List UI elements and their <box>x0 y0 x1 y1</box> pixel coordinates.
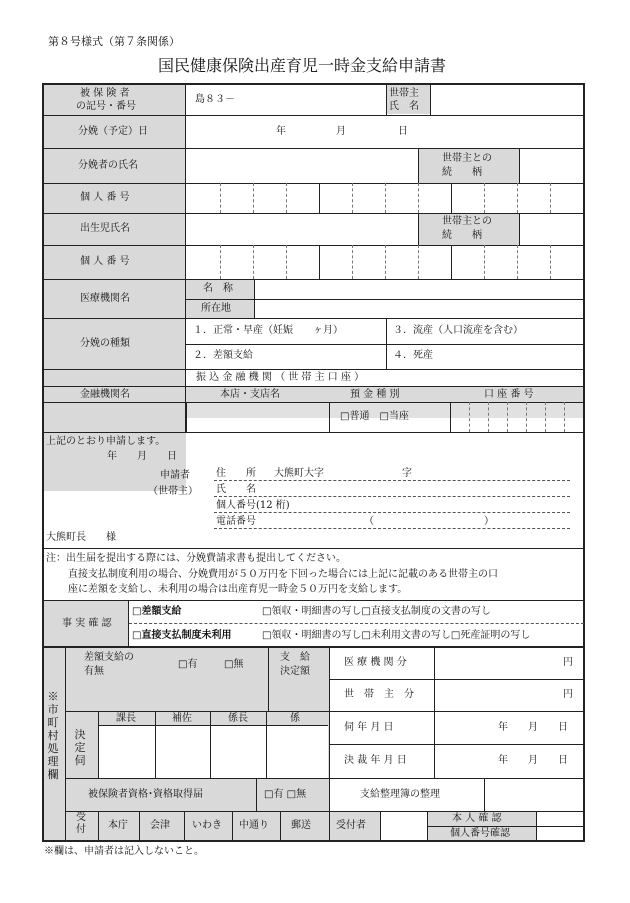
insured-number[interactable]: 島８３－ <box>195 94 235 105</box>
receiver-box-white <box>380 811 427 841</box>
qualification-options[interactable]: □有 □無 <box>264 789 307 800</box>
diff-no[interactable]: □無 <box>224 659 244 670</box>
delivery-year: 年 <box>276 126 286 137</box>
id-line <box>214 512 570 513</box>
delivery-month: 月 <box>336 126 346 137</box>
phone-line <box>214 528 570 529</box>
role-assistant: 補佐 <box>172 713 192 724</box>
phone-label: 電話番号 <box>216 516 256 527</box>
application-statement: 上記のとおり申請します。 <box>46 436 166 447</box>
delivery-type-label: 分娩の種類 <box>80 338 130 349</box>
mother-relation-1: 世帯主との <box>442 153 492 164</box>
applicant-label: 申請者 <box>160 470 190 481</box>
insured-label-2: の記号・番号 <box>76 101 136 112</box>
inquiry-date-label: 伺 年 月 日 <box>344 722 394 733</box>
mother-id-label: 個 人 番 号 <box>80 192 130 203</box>
deposit-type-label: 預 金 種 別 <box>350 389 400 400</box>
account-label: 口 座 番 号 <box>484 389 534 400</box>
address-suffix: 字 <box>402 468 412 479</box>
decision-date-label: 決 裁 年 月 日 <box>344 755 407 766</box>
office-aizu: 会津 <box>150 820 170 831</box>
ledger-label: 支給整理簿の整理 <box>360 789 440 800</box>
confirmation-divider <box>129 623 584 624</box>
address-line <box>214 480 570 481</box>
role-subsection: 係長 <box>228 713 248 724</box>
payment-label-2: 決定額 <box>280 666 310 677</box>
bank-name-label: 金融機関名 <box>80 389 130 400</box>
note-line-1: 注：出生届を提出する際には、分娩費請求書も提出してください。 <box>46 553 346 564</box>
delivery-type-opt3[interactable]: ３．流産（人口流産を含む） <box>393 325 523 336</box>
diff-label-2: 有無 <box>84 666 104 677</box>
delivery-day: 日 <box>398 126 408 137</box>
mynumber-check-label: 個人番号確認 <box>450 828 510 839</box>
confirm-row2-title[interactable]: □直接支払制度未利用 <box>132 630 232 641</box>
decision-date-value: 年 月 日 <box>498 755 568 766</box>
reception-label: 受付 <box>76 812 86 835</box>
role-chief: 課長 <box>116 713 136 724</box>
receiver-label: 受付者 <box>336 820 366 831</box>
insured-label-1: 被 保 険 者 <box>80 88 130 99</box>
office-mail: 郵送 <box>291 820 311 831</box>
confirmation-label: 事 実 確 認 <box>62 618 112 629</box>
yen-medical: 円 <box>563 657 573 668</box>
delivery-type-opt1[interactable]: １．正常・早産（妊娠 ヶ月） <box>193 325 343 336</box>
office-iwaki: いわき <box>192 820 222 831</box>
deposit-options[interactable]: □普通 □当座 <box>340 411 409 422</box>
confirm-row1-docs[interactable]: □領収・明細書の写し□直接支払制度の文書の写し <box>262 606 491 617</box>
baby-name-label: 出生児氏名 <box>80 223 130 234</box>
householder-share-label: 世 帯 主 分 <box>344 689 414 700</box>
addressee: 大熊町長 様 <box>46 532 116 543</box>
page-title: 国民健康保険出産育児一時金支給申請書 <box>158 56 447 75</box>
yen-householder: 円 <box>563 689 573 700</box>
approval-label: 決定伺 <box>74 728 86 767</box>
address-label: 住 所 <box>216 468 256 479</box>
confirm-row1-title[interactable]: □差額支給 <box>132 606 182 617</box>
address-value[interactable]: 大熊町大字 <box>274 468 324 479</box>
delivery-type-opt4[interactable]: ４．死産 <box>393 350 433 361</box>
office-main: 本庁 <box>108 820 128 831</box>
note-line-2: 直接支払制度利用の場合、分娩費用が５０万円を下回った場合には上記に記載のある世帯主の口 <box>68 569 498 580</box>
phone-paren[interactable]: （ ） <box>364 516 494 527</box>
baby-relation-1: 世帯主との <box>442 216 492 227</box>
application-date: 年 月 日 <box>107 451 177 462</box>
mother-relation-2: 続 柄 <box>442 167 482 178</box>
facility-name-label: 名 称 <box>203 283 233 294</box>
baby-relation-2: 続 柄 <box>442 230 482 241</box>
mother-name-label: 分娩者の氏名 <box>78 160 138 171</box>
qualification-label: 被保険者資格･資格取得届 <box>88 789 203 800</box>
bank-section-title: 振 込 金 融 機 関 （ 世 帯 主 口 座 ） <box>196 372 365 383</box>
diff-label-1: 差額支給の <box>84 652 134 663</box>
identity-check-label: 本 人 確 認 <box>452 813 502 824</box>
branch-label: 本店・支店名 <box>220 389 280 400</box>
office-nakadori: 中通り <box>239 820 269 831</box>
seal-boxes-white <box>98 725 328 778</box>
name-label: 氏 名 <box>216 484 256 495</box>
payment-label-1: 支 給 <box>280 652 310 663</box>
medical-share-label: 医 療 機 関 分 <box>344 657 407 668</box>
head-label-2: 氏 名 <box>389 101 419 112</box>
note-line-3: 座に差額を支給し、未利用の場合は出産育児一時金５０万円を支給します。 <box>68 584 408 595</box>
facility-address-label: 所在地 <box>201 303 231 314</box>
role-staff: 係 <box>290 713 300 724</box>
delivery-type-opt2[interactable]: ２．差額支給 <box>193 350 253 361</box>
applicant-id-label: 個人番号(12 桁) <box>216 500 290 511</box>
confirm-row2-docs[interactable]: □領収・明細書の写し□未利用文書の写し□死産証明の写し <box>262 630 531 641</box>
name-line <box>214 496 570 497</box>
householder-label: （世帯主） <box>148 486 198 497</box>
inquiry-date-value: 年 月 日 <box>498 722 568 733</box>
form-number: 第８号様式（第７条関係） <box>48 35 180 48</box>
diff-yes[interactable]: □有 <box>178 659 198 670</box>
delivery-date-label: 分娩（予定）日 <box>78 126 148 137</box>
footnote: ※欄は、申請者は記入しないこと。 <box>44 846 204 857</box>
label-column-shade <box>43 84 186 491</box>
facility-label: 医療機関名 <box>80 293 130 304</box>
baby-id-label: 個 人 番 号 <box>80 256 130 267</box>
head-label-1: 世帯主 <box>389 88 419 99</box>
office-side-label: ※市町村処理欄 <box>47 690 59 781</box>
